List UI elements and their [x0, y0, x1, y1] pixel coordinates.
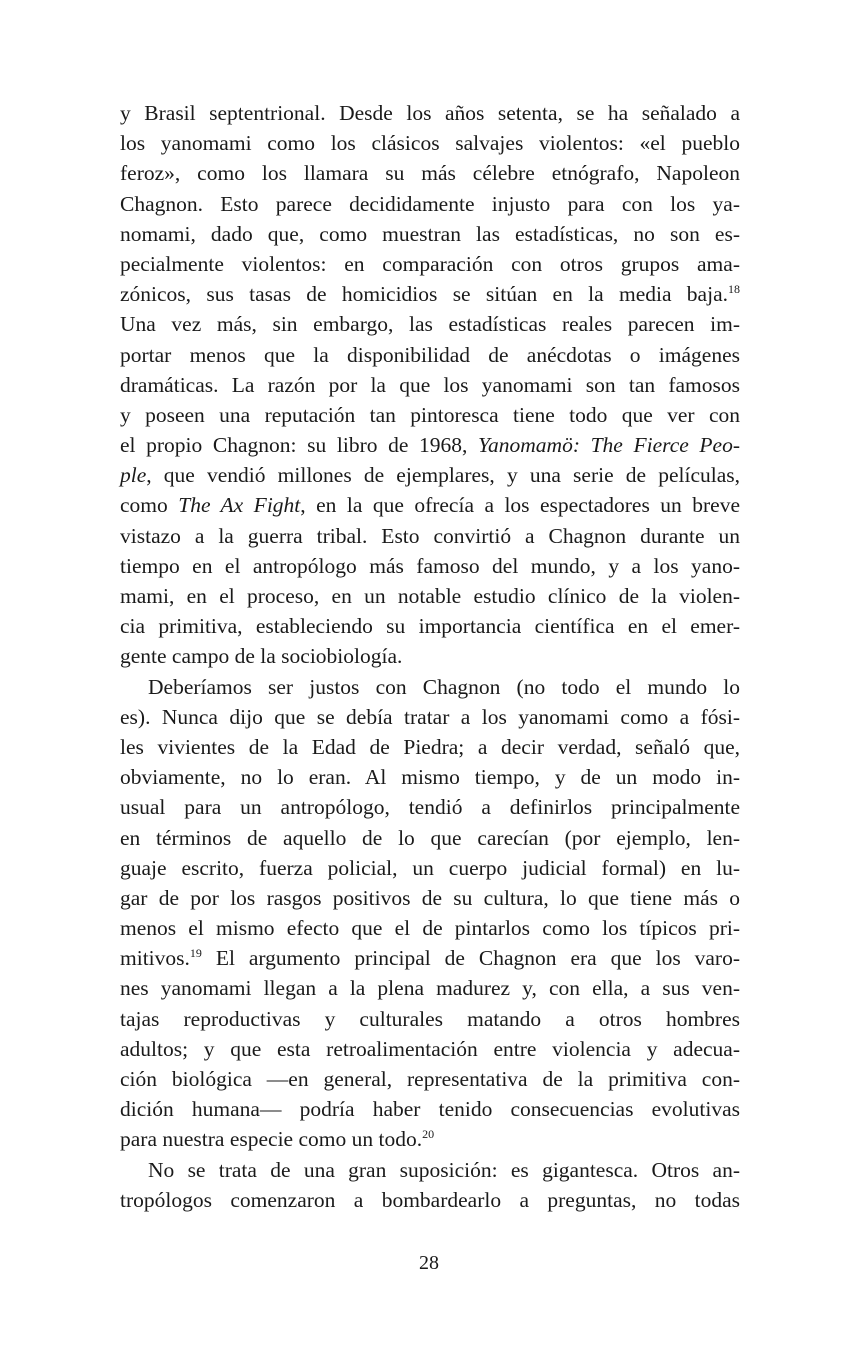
line-text: mitivos. [120, 946, 190, 971]
book-title: Yanomamö: The Fierce Peo- [478, 433, 740, 458]
paragraph [120, 1155, 740, 1215]
text-line: tiempo en el antropólogo más famoso del mundo, y a los yano- [120, 553, 740, 578]
line-text: El argumento principal de Chagnon era que los varo- [201, 946, 740, 971]
text-line: les vivientes de la Edad de Piedra; a decir verdad, señaló que, [120, 734, 740, 759]
text-line: mami, en el proceso, en un notable estudio clínico de la violen- [120, 584, 740, 608]
paragraph [120, 672, 740, 1155]
text-line [120, 430, 740, 460]
film-title: The Ax Fight [178, 493, 301, 518]
paragraph [120, 98, 740, 672]
text-line: nes yanomami llegan a la plena madurez y, con ella, a sus ven- [120, 976, 740, 1001]
text-line: vistazo a la guerra tribal. Esto convirtió a Chagnon durante un [120, 523, 740, 548]
text-line: adultos; y que esta retroalimentación entre violencia y adecua- [120, 1036, 740, 1061]
footnote-ref[interactable]: 20 [422, 1127, 435, 1142]
text-line: es). Nunca dijo que se debía tratar a los yanomami como a fósi- [120, 704, 740, 729]
line-text: el propio Chagnon: su libro de 1968, [120, 433, 479, 458]
line-text: como [120, 493, 179, 518]
text-line: Chagnon. Esto parece decididamente injusto para con los ya- [120, 191, 740, 216]
body-text [120, 98, 740, 1215]
text-line: portar menos que la disponibilidad de anécdotas o imágenes [120, 342, 740, 367]
text-line: tajas reproductivas y culturales matando a otros hombres [120, 1006, 740, 1031]
line-text: , en la que ofrecía a los espectadores un breve [300, 493, 740, 518]
text-line: No se trata de una gran suposición: es gigantesca. Otros an- [148, 1157, 740, 1182]
text-line: pecialmente violentos: en comparación con otros grupos ama- [120, 251, 740, 276]
line-text: zónicos, sus tasas de homicidios se sitúan en la media baja. [120, 282, 728, 307]
text-line: los yanomami como los clásicos salvajes violentos: «el pueblo [120, 131, 740, 156]
footnote-ref[interactable]: 19 [189, 946, 202, 961]
text-line: dición humana— podría haber tenido consecuencias evolutivas [120, 1097, 740, 1122]
text-line: ción biológica —en general, representativa de la primitiva con- [120, 1067, 740, 1091]
text-line [120, 460, 740, 490]
text-line: gar de por los rasgos positivos de su cultura, lo que tiene más o [120, 885, 740, 910]
text-line: menos el mismo efecto que el de pintarlos como los típicos pri- [120, 916, 740, 941]
text-line: dramáticas. La razón por la que los yanomami son tan famosos [120, 372, 740, 397]
text-line: y Brasil septentrional. Desde los años setenta, se ha señalado a [120, 101, 740, 125]
text-line: Deberíamos ser justos con Chagnon (no todo el mundo lo [148, 674, 740, 699]
text-line [120, 1124, 740, 1154]
line-text: , que vendió millones de ejemplares, y una serie de películas, [146, 463, 740, 488]
text-line: nomami, dado que, como muestran las estadísticas, no son es- [120, 221, 740, 246]
text-line: obviamente, no lo eran. Al mismo tiempo, y de un modo in- [120, 765, 740, 790]
book-title: ple [120, 463, 147, 488]
text-line: y poseen una reputación tan pintoresca tiene todo que ver con [120, 402, 740, 427]
text-line: cia primitiva, estableciendo su importancia científica en el emer- [120, 614, 740, 639]
text-line: Una vez más, sin embargo, las estadísticas reales parecen im- [120, 312, 740, 337]
footnote-ref[interactable]: 18 [728, 282, 740, 297]
text-line [120, 943, 740, 973]
text-line: guaje escrito, fuerza policial, un cuerpo judicial formal) en lu- [120, 855, 740, 880]
line-text: para nuestra especie como un todo. [120, 1127, 423, 1152]
page-number: 28 [419, 1252, 439, 1274]
text-line: feroz», como los llamara su más célebre etnógrafo, Napoleon [120, 161, 740, 186]
text-line: tropólogos comenzaron a bombardearlo a preguntas, no todas [120, 1187, 740, 1212]
text-line [120, 279, 740, 309]
text-line: usual para un antropólogo, tendió a definirlos principalmente [120, 795, 740, 820]
text-line [120, 490, 740, 520]
text-line: en términos de aquello de lo que carecían (por ejemplo, len- [120, 825, 740, 850]
text-line: gente campo de la sociobiología. [120, 644, 403, 669]
